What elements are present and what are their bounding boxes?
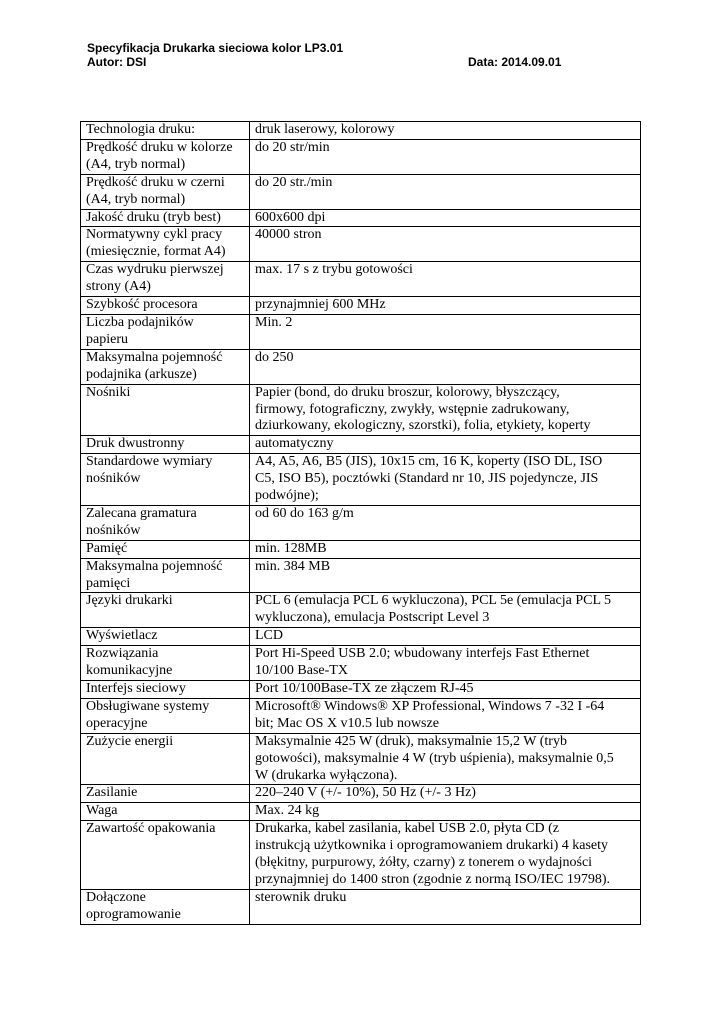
- spec-value: Max. 24 kg: [250, 803, 641, 821]
- spec-value: min. 384 MB: [250, 558, 641, 593]
- spec-value: LCD: [250, 628, 641, 646]
- table-row: [81, 174, 641, 209]
- spec-label: Dołączone oprogramowanie: [81, 889, 250, 924]
- spec-label: Interfejs sieciowy: [81, 681, 250, 699]
- spec-value: druk laserowy, kolorowy: [250, 122, 641, 140]
- table-row: [81, 454, 641, 506]
- spec-label: Zużycie energii: [81, 733, 250, 785]
- table-row: [81, 558, 641, 593]
- spec-value: Drukarka, kabel zasilania, kabel USB 2.0, płyta CD (z instrukcją użytkownika i oprogramowaniem drukarki) 4 kasety (błękitny, purpurowy, żółty, czarny) z tonerem o wydajności przynajmniej do 1400 stron (zgodnie z normą ISO/IEC 19798).: [250, 821, 641, 890]
- spec-label: Jakość druku (tryb best): [81, 209, 250, 227]
- spec-label: Maksymalna pojemność pamięci: [81, 558, 250, 593]
- spec-label: Waga: [81, 803, 250, 821]
- table-row: [81, 262, 641, 297]
- spec-value: do 20 str/min: [250, 139, 641, 174]
- spec-label: Prędkość druku w czerni (A4, tryb normal): [81, 174, 250, 209]
- document-date: Data: 2014.09.01: [468, 55, 562, 69]
- table-row: [81, 505, 641, 540]
- spec-value: do 250: [250, 349, 641, 384]
- spec-label: Liczba podajników papieru: [81, 314, 250, 349]
- header-meta-line: [87, 55, 567, 69]
- spec-value: Port 10/100Base-TX ze złączem RJ-45: [250, 681, 641, 699]
- header-title-line: [87, 41, 567, 55]
- table-row: [81, 436, 641, 454]
- spec-label: Zawartość opakowania: [81, 821, 250, 890]
- spec-value: sterownik druku: [250, 889, 641, 924]
- spec-label: Czas wydruku pierwszej strony (A4): [81, 262, 250, 297]
- table-row: [81, 646, 641, 681]
- spec-label: Pamięć: [81, 540, 250, 558]
- table-row: [81, 209, 641, 227]
- spec-value: automatyczny: [250, 436, 641, 454]
- spec-label: Standardowe wymiary nośników: [81, 454, 250, 506]
- spec-value: 220–240 V (+/- 10%), 50 Hz (+/- 3 Hz): [250, 785, 641, 803]
- table-row: [81, 698, 641, 733]
- spec-value: 40000 stron: [250, 227, 641, 262]
- table-row: [81, 785, 641, 803]
- spec-label: Druk dwustronny: [81, 436, 250, 454]
- table-row: [81, 139, 641, 174]
- spec-label: Nośniki: [81, 384, 250, 436]
- specification-table-body: [81, 122, 641, 925]
- spec-value: od 60 do 163 g/m: [250, 505, 641, 540]
- spec-value: min. 128MB: [250, 540, 641, 558]
- document-title: Specyfikacja Drukarka sieciowa kolor LP3.01: [87, 41, 344, 55]
- spec-value: Papier (bond, do druku broszur, kolorowy, błyszczący, firmowy, fotograficzny, zwykły, wstępnie zadrukowany, dziurkowany, ekologiczny, szorstki), folia, etykiety, koperty: [250, 384, 641, 436]
- table-row: [81, 227, 641, 262]
- spec-label: Obsługiwane systemy operacyjne: [81, 698, 250, 733]
- table-row: [81, 681, 641, 699]
- table-row: [81, 314, 641, 349]
- spec-value: Maksymalnie 425 W (druk), maksymalnie 15,2 W (tryb gotowości), maksymalnie 4 W (tryb uśpienia), maksymalnie 0,5 W (drukarka wyłączona).: [250, 733, 641, 785]
- table-row: [81, 122, 641, 140]
- spec-label: Prędkość druku w kolorze (A4, tryb normal): [81, 139, 250, 174]
- spec-value: A4, A5, A6, B5 (JIS), 10x15 cm, 16 K, koperty (ISO DL, ISO C5, ISO B5), pocztówki (Standard nr 10, JIS pojedyncze, JIS podwójne);: [250, 454, 641, 506]
- spec-label: Zalecana gramatura nośników: [81, 505, 250, 540]
- table-row: [81, 821, 641, 890]
- spec-label: Języki drukarki: [81, 593, 250, 628]
- table-row: [81, 593, 641, 628]
- table-row: [81, 540, 641, 558]
- table-row: [81, 803, 641, 821]
- spec-label: Normatywny cykl pracy (miesięcznie, format A4): [81, 227, 250, 262]
- spec-value: do 20 str./min: [250, 174, 641, 209]
- spec-label: Wyświetlacz: [81, 628, 250, 646]
- table-row: [81, 889, 641, 924]
- document-author: Autor: DSI: [87, 55, 147, 69]
- table-row: [81, 384, 641, 436]
- spec-label: Zasilanie: [81, 785, 250, 803]
- specification-table: [80, 121, 641, 925]
- spec-value: Microsoft® Windows® XP Professional, Windows 7 -32 I -64 bit; Mac OS X v10.5 lub nowsze: [250, 698, 641, 733]
- spec-value: Min. 2: [250, 314, 641, 349]
- table-row: [81, 733, 641, 785]
- spec-value: max. 17 s z trybu gotowości: [250, 262, 641, 297]
- spec-value: przynajmniej 600 MHz: [250, 297, 641, 315]
- document-header: [87, 41, 567, 69]
- spec-value: PCL 6 (emulacja PCL 6 wykluczona), PCL 5e (emulacja PCL 5 wykluczona), emulacja Postscript Level 3: [250, 593, 641, 628]
- spec-value: 600x600 dpi: [250, 209, 641, 227]
- table-row: [81, 628, 641, 646]
- spec-label: Rozwiązania komunikacyjne: [81, 646, 250, 681]
- table-row: [81, 297, 641, 315]
- spec-value: Port Hi-Speed USB 2.0; wbudowany interfejs Fast Ethernet 10/100 Base-TX: [250, 646, 641, 681]
- spec-label: Szybkość procesora: [81, 297, 250, 315]
- spec-label: Maksymalna pojemność podajnika (arkusze): [81, 349, 250, 384]
- spec-label: Technologia druku:: [81, 122, 250, 140]
- table-row: [81, 349, 641, 384]
